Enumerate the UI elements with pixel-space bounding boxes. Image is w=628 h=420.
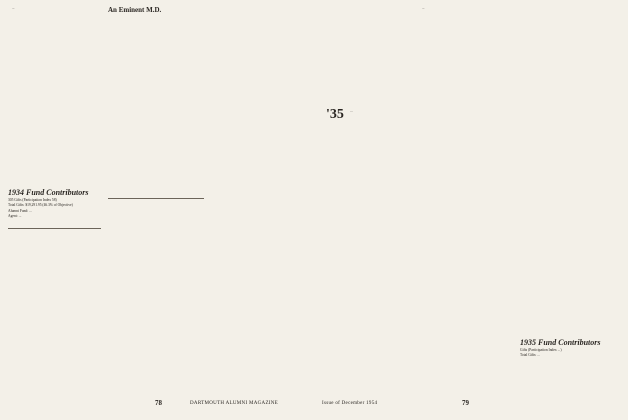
- fund-title: 1934 Fund Contributors: [8, 188, 89, 197]
- right-page: [314, 0, 628, 420]
- fund-line: Agent: ...: [8, 214, 22, 219]
- body-text: ...: [422, 6, 425, 10]
- fund-line: 305 Gifts (Participation Index 58): [8, 198, 57, 202]
- secretary-line: ...: [350, 109, 353, 113]
- left-page-column-1: [8, 6, 101, 186]
- magazine-title: DARTMOUTH ALUMNI MAGAZINE: [190, 401, 279, 406]
- body-text: ...: [12, 6, 15, 10]
- class-year: '35: [326, 107, 344, 122]
- issue-date: Issue of December 1954: [322, 401, 378, 406]
- page-number: 79: [462, 399, 469, 407]
- page-number: 78: [155, 399, 162, 407]
- fund-title: 1935 Fund Contributors: [520, 338, 601, 347]
- fund-line: Alumni Fund: ...: [8, 208, 32, 213]
- fund-block: [520, 338, 620, 390]
- fund-block: [8, 188, 101, 230]
- fund-line: Gifts (Participation Index ...): [520, 348, 562, 352]
- fund-line: Total Gifts: ...: [520, 353, 541, 358]
- divider: [8, 228, 101, 229]
- divider: [108, 198, 204, 199]
- right-page-column-2: [418, 6, 512, 382]
- fund-line: Total Gifts: $19,291.95 (46.3% of Objective): [8, 203, 73, 208]
- left-page-column-2: [108, 6, 204, 196]
- article-title: An Eminent M.D.: [108, 6, 162, 14]
